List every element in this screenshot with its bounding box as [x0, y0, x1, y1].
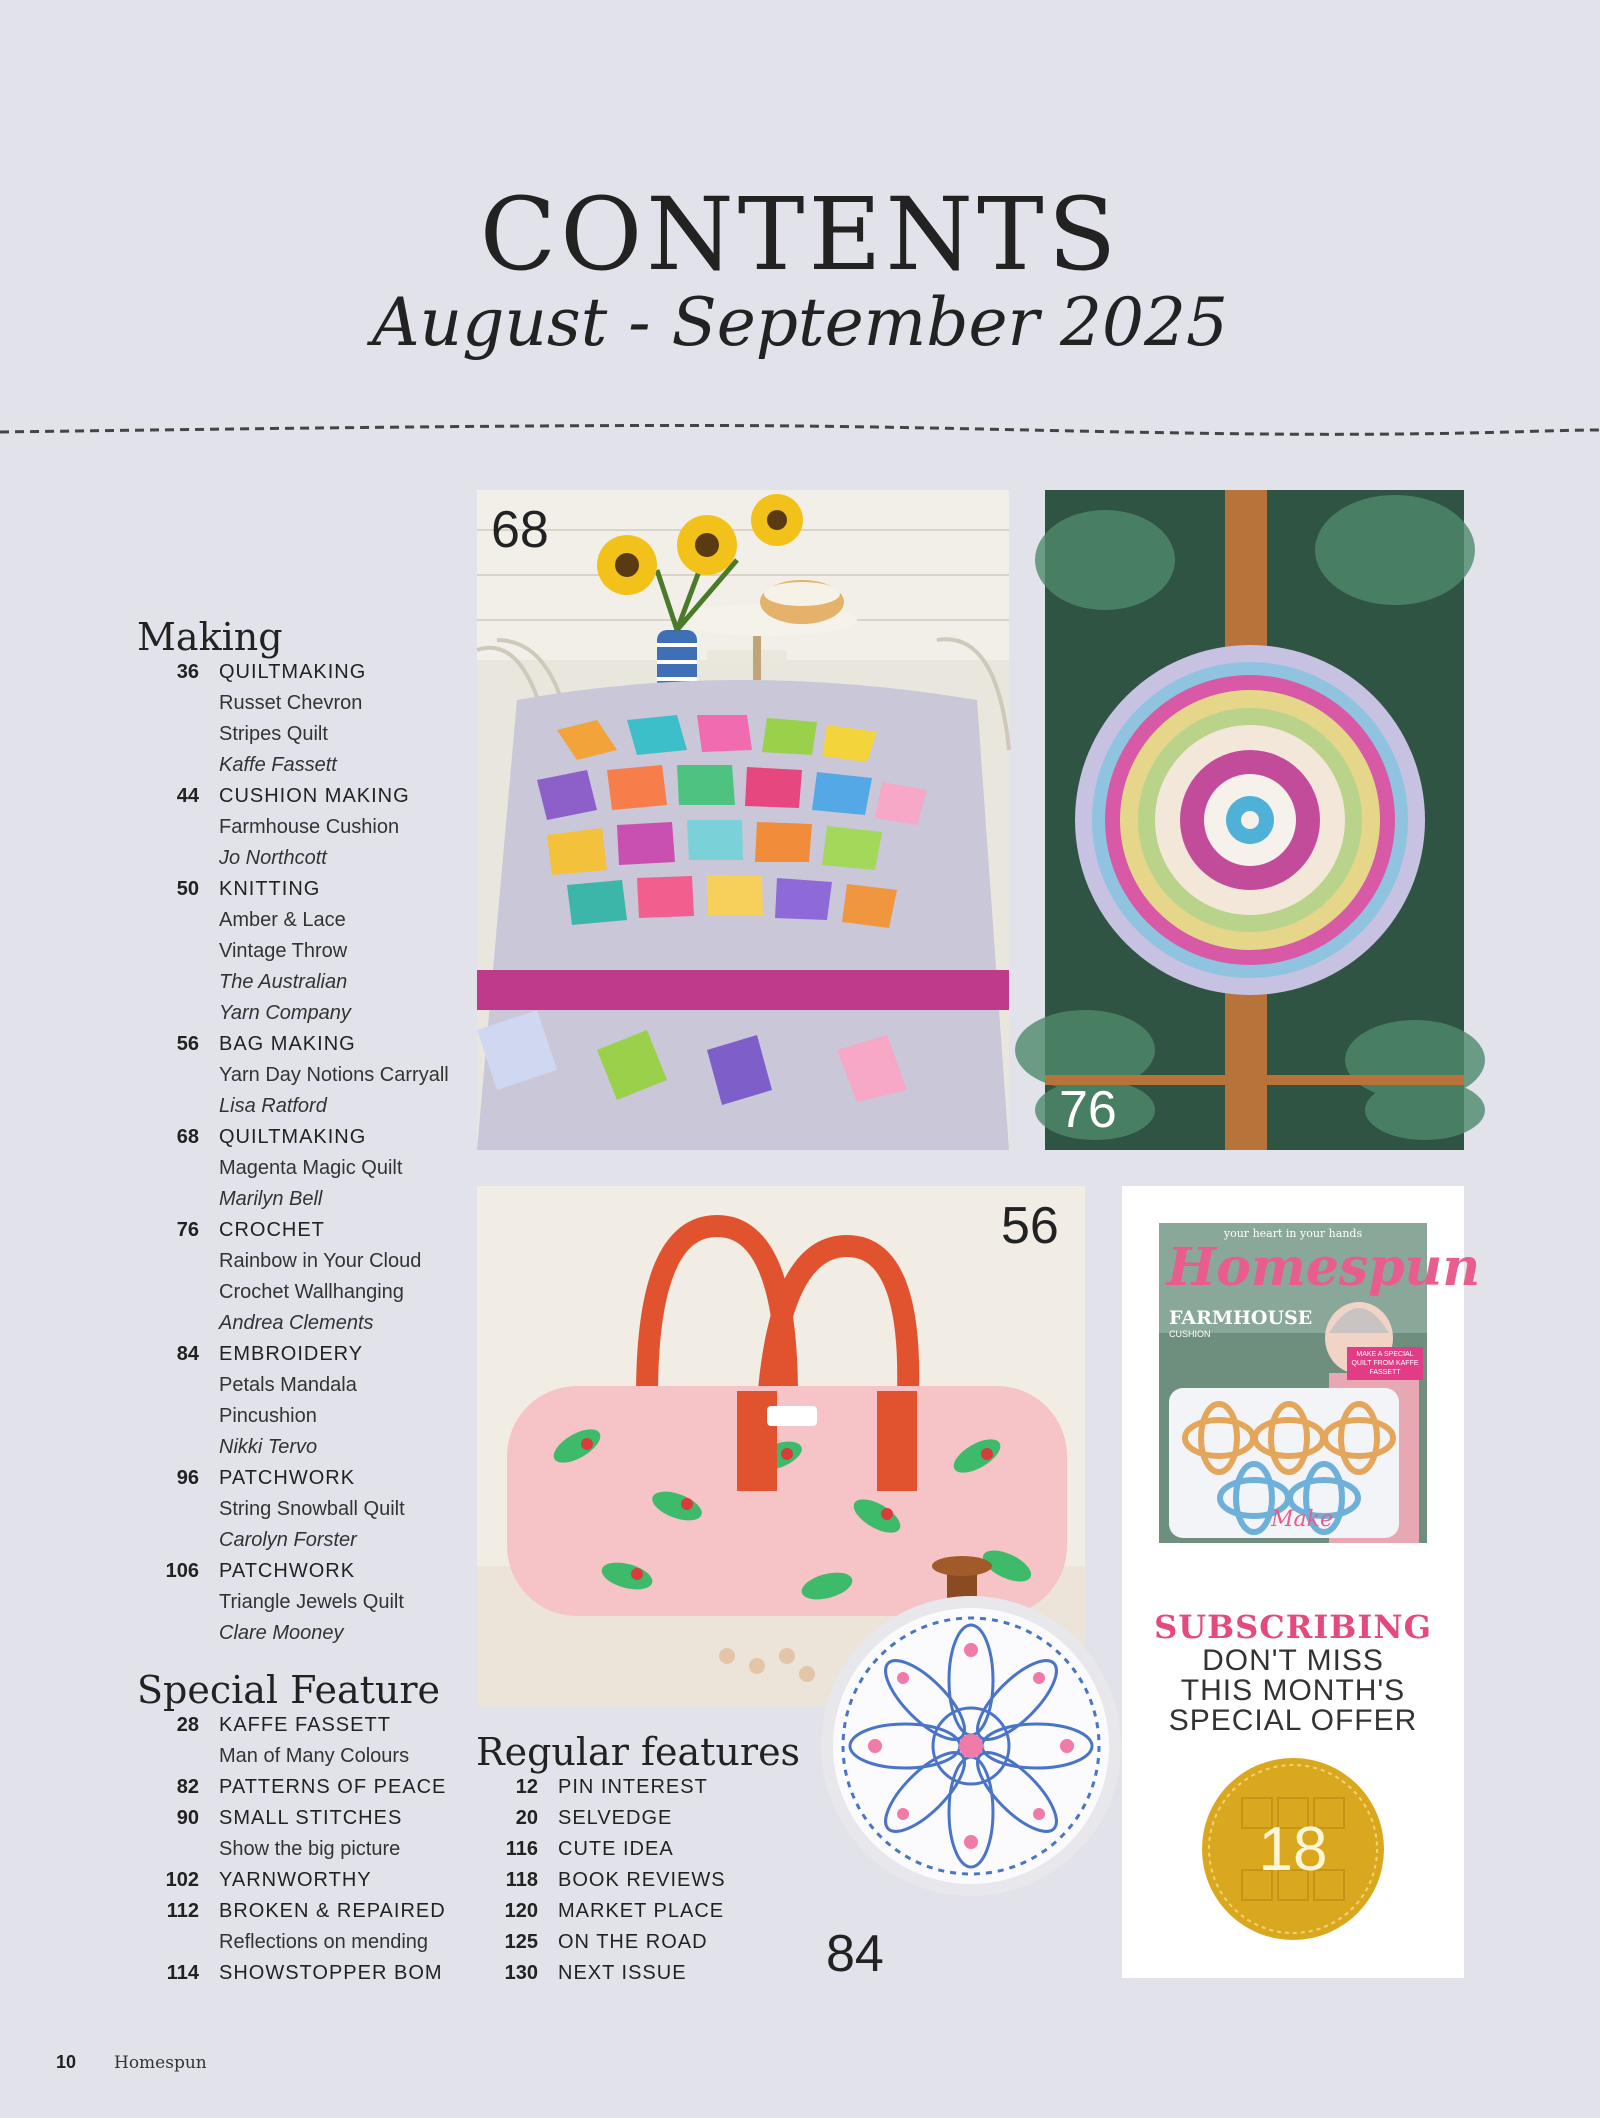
toc-article-title: Reflections on mending	[219, 1931, 429, 1953]
cover-feature: FARMHOUSE	[1169, 1307, 1313, 1329]
toc-author: Yarn Company	[219, 1002, 351, 1024]
toc-author: Carolyn Forster	[219, 1529, 357, 1551]
making-heading: Making	[137, 615, 283, 659]
toc-page-number: 90	[176, 1807, 199, 1829]
toc-category: NEXT ISSUE	[558, 1962, 687, 1984]
toc-entry[interactable]	[137, 1865, 477, 1896]
toc-entry[interactable]	[137, 657, 477, 688]
toc-author: Kaffe Fassett	[219, 754, 337, 776]
offer-text	[1122, 1646, 1464, 1736]
toc-article-title: Rainbow in Your Cloud	[219, 1250, 422, 1272]
toc-category: EMBROIDERY	[219, 1343, 364, 1365]
toc-page-number: 130	[504, 1962, 538, 1984]
photo-crochet-mandala	[1045, 490, 1464, 1150]
footer-magazine-name: Homespun	[114, 2053, 207, 2073]
toc-category: SHOWSTOPPER BOM	[219, 1962, 443, 1984]
photo-pincushion	[815, 1590, 1127, 1902]
toc-page-number: 112	[166, 1900, 199, 1922]
toc-entry[interactable]	[137, 1463, 477, 1494]
toc-category: MARKET PLACE	[558, 1900, 725, 1922]
toc-entry[interactable]	[476, 1865, 776, 1896]
toc-page-number: 44	[176, 785, 199, 807]
magazine-cover[interactable]	[1159, 1223, 1481, 1575]
toc-entry[interactable]	[137, 1958, 477, 1989]
toc-article-title: Yarn Day Notions Carryall	[219, 1064, 449, 1086]
toc-article-title: Pincushion	[219, 1405, 317, 1427]
badge-number: 18	[1258, 1814, 1328, 1884]
toc-entry[interactable]	[476, 1958, 776, 1989]
toc-entry[interactable]	[137, 1215, 477, 1246]
toc-category: PATCHWORK	[219, 1560, 356, 1582]
cover-feature-sub: CUSHION	[1169, 1329, 1211, 1339]
footer-page-number: 10	[56, 2052, 77, 2072]
toc-page-number: 114	[166, 1962, 199, 1984]
offer-line-1: DON'T MISS	[1202, 1644, 1384, 1677]
toc-category: PATCHWORK	[219, 1467, 356, 1489]
toc-entry[interactable]	[137, 1772, 477, 1803]
page-number-56: 56	[1001, 1197, 1059, 1255]
toc-page-number: 20	[515, 1807, 538, 1829]
toc-entry[interactable]	[476, 1803, 776, 1834]
cover-tagline: your heart in your hands	[1223, 1227, 1363, 1240]
toc-entry[interactable]	[137, 874, 477, 905]
toc-category: PIN INTEREST	[558, 1776, 708, 1798]
toc-category: CROCHET	[219, 1219, 325, 1241]
page-number-84: 84	[826, 1925, 884, 1983]
toc-page-number: 102	[165, 1869, 199, 1891]
offer-line-3: SPECIAL OFFER	[1168, 1704, 1418, 1737]
toc-page-number: 36	[176, 661, 199, 683]
toc-category: CUSHION MAKING	[219, 785, 410, 807]
toc-page-number: 120	[504, 1900, 538, 1922]
toc-category: KNITTING	[219, 878, 321, 900]
toc-entry[interactable]	[137, 1896, 477, 1927]
toc-page-number: 118	[505, 1869, 538, 1891]
quilt-table-illustration	[477, 490, 1009, 1150]
toc-entry[interactable]	[137, 1710, 477, 1741]
page-number-68: 68	[491, 501, 549, 559]
toc-author: Lisa Ratford	[219, 1095, 327, 1117]
toc-article-title: Petals Mandala	[219, 1374, 357, 1396]
toc-article-title: Show the big picture	[219, 1838, 401, 1860]
crochet-mandala-illustration	[1045, 490, 1464, 1150]
toc-article-title: Russet Chevron	[219, 692, 363, 714]
toc-page-number: 82	[176, 1776, 199, 1798]
toc-author: Jo Northcott	[219, 847, 327, 869]
toc-article-title: Man of Many Colours	[219, 1745, 410, 1767]
pincushion-illustration	[815, 1590, 1127, 1902]
toc-article-title: Triangle Jewels Quilt	[219, 1591, 404, 1613]
toc-category: SMALL STITCHES	[219, 1807, 403, 1829]
toc-entry[interactable]	[476, 1834, 776, 1865]
toc-category: SELVEDGE	[558, 1807, 673, 1829]
subscribe-panel[interactable]	[1122, 1186, 1481, 1978]
toc-article-title: Crochet Wallhanging	[219, 1281, 404, 1303]
toc-category: CUTE IDEA	[558, 1838, 674, 1860]
toc-page-number: 106	[165, 1560, 199, 1582]
toc-page-number: 56	[176, 1033, 199, 1055]
regular-heading: Regular features	[476, 1730, 801, 1774]
toc-entry[interactable]	[476, 1927, 776, 1958]
photo-quilt-table	[477, 490, 1009, 1150]
toc-page-number: 84	[176, 1343, 199, 1365]
toc-category: BOOK REVIEWS	[558, 1869, 726, 1891]
toc-category: BAG MAKING	[219, 1033, 356, 1055]
toc-article-title: String Snowball Quilt	[219, 1498, 405, 1520]
subscribing-text: SUBSCRIBING	[1154, 1608, 1432, 1646]
toc-category: KAFFE FASSETT	[219, 1714, 391, 1736]
toc-article-title: Vintage Throw	[219, 940, 348, 962]
making-list	[137, 657, 477, 1649]
toc-entry[interactable]	[476, 1896, 776, 1927]
toc-article-title: Magenta Magic Quilt	[219, 1157, 403, 1179]
toc-author: Andrea Clements	[219, 1312, 374, 1334]
issue-date: August - September 2025	[371, 284, 1229, 361]
toc-entry[interactable]	[137, 1556, 477, 1587]
cover-make: Make	[1271, 1507, 1333, 1532]
toc-entry[interactable]	[137, 1339, 477, 1370]
page-title: CONTENTS	[479, 176, 1121, 293]
toc-entry[interactable]	[137, 1122, 477, 1153]
toc-article-title: Amber & Lace	[219, 909, 346, 931]
offer-line-2: THIS MONTH'S	[1180, 1674, 1406, 1707]
regular-list	[476, 1772, 776, 1989]
special-list	[137, 1710, 477, 1989]
toc-category: QUILTMAKING	[219, 661, 367, 683]
toc-author: Marilyn Bell	[219, 1188, 323, 1210]
toc-article-title: Farmhouse Cushion	[219, 816, 400, 838]
toc-entry[interactable]	[137, 781, 477, 812]
toc-page-number: 68	[176, 1126, 199, 1148]
cover-title: Homespun	[1167, 1237, 1481, 1298]
toc-page-number: 12	[515, 1776, 538, 1798]
toc-page-number: 76	[176, 1219, 199, 1241]
cover-badge: MAKE A SPECIAL QUILT FROM KAFFE FASSETT	[1347, 1347, 1423, 1380]
toc-category: YARNWORTHY	[219, 1869, 372, 1891]
toc-page-number: 96	[176, 1467, 199, 1489]
toc-author: The Australian	[219, 971, 348, 993]
toc-page-number: 28	[176, 1714, 199, 1736]
toc-category: QUILTMAKING	[219, 1126, 367, 1148]
page-badge-18[interactable]	[1202, 1758, 1384, 1940]
toc-category: PATTERNS OF PEACE	[219, 1776, 447, 1798]
page-number-76: 76	[1059, 1081, 1117, 1139]
toc-entry[interactable]	[137, 1029, 477, 1060]
toc-category: ON THE ROAD	[558, 1931, 708, 1953]
toc-page-number: 50	[176, 878, 199, 900]
toc-article-title: Stripes Quilt	[219, 723, 328, 745]
toc-page-number: 116	[505, 1838, 538, 1860]
toc-author: Clare Mooney	[219, 1622, 344, 1644]
toc-entry[interactable]	[137, 1803, 477, 1834]
toc-category: BROKEN & REPAIRED	[219, 1900, 446, 1922]
dashed-divider	[0, 416, 1600, 446]
toc-page-number: 125	[504, 1931, 538, 1953]
toc-author: Nikki Tervo	[219, 1436, 318, 1458]
toc-entry[interactable]	[476, 1772, 776, 1803]
special-heading: Special Feature	[137, 1668, 440, 1712]
